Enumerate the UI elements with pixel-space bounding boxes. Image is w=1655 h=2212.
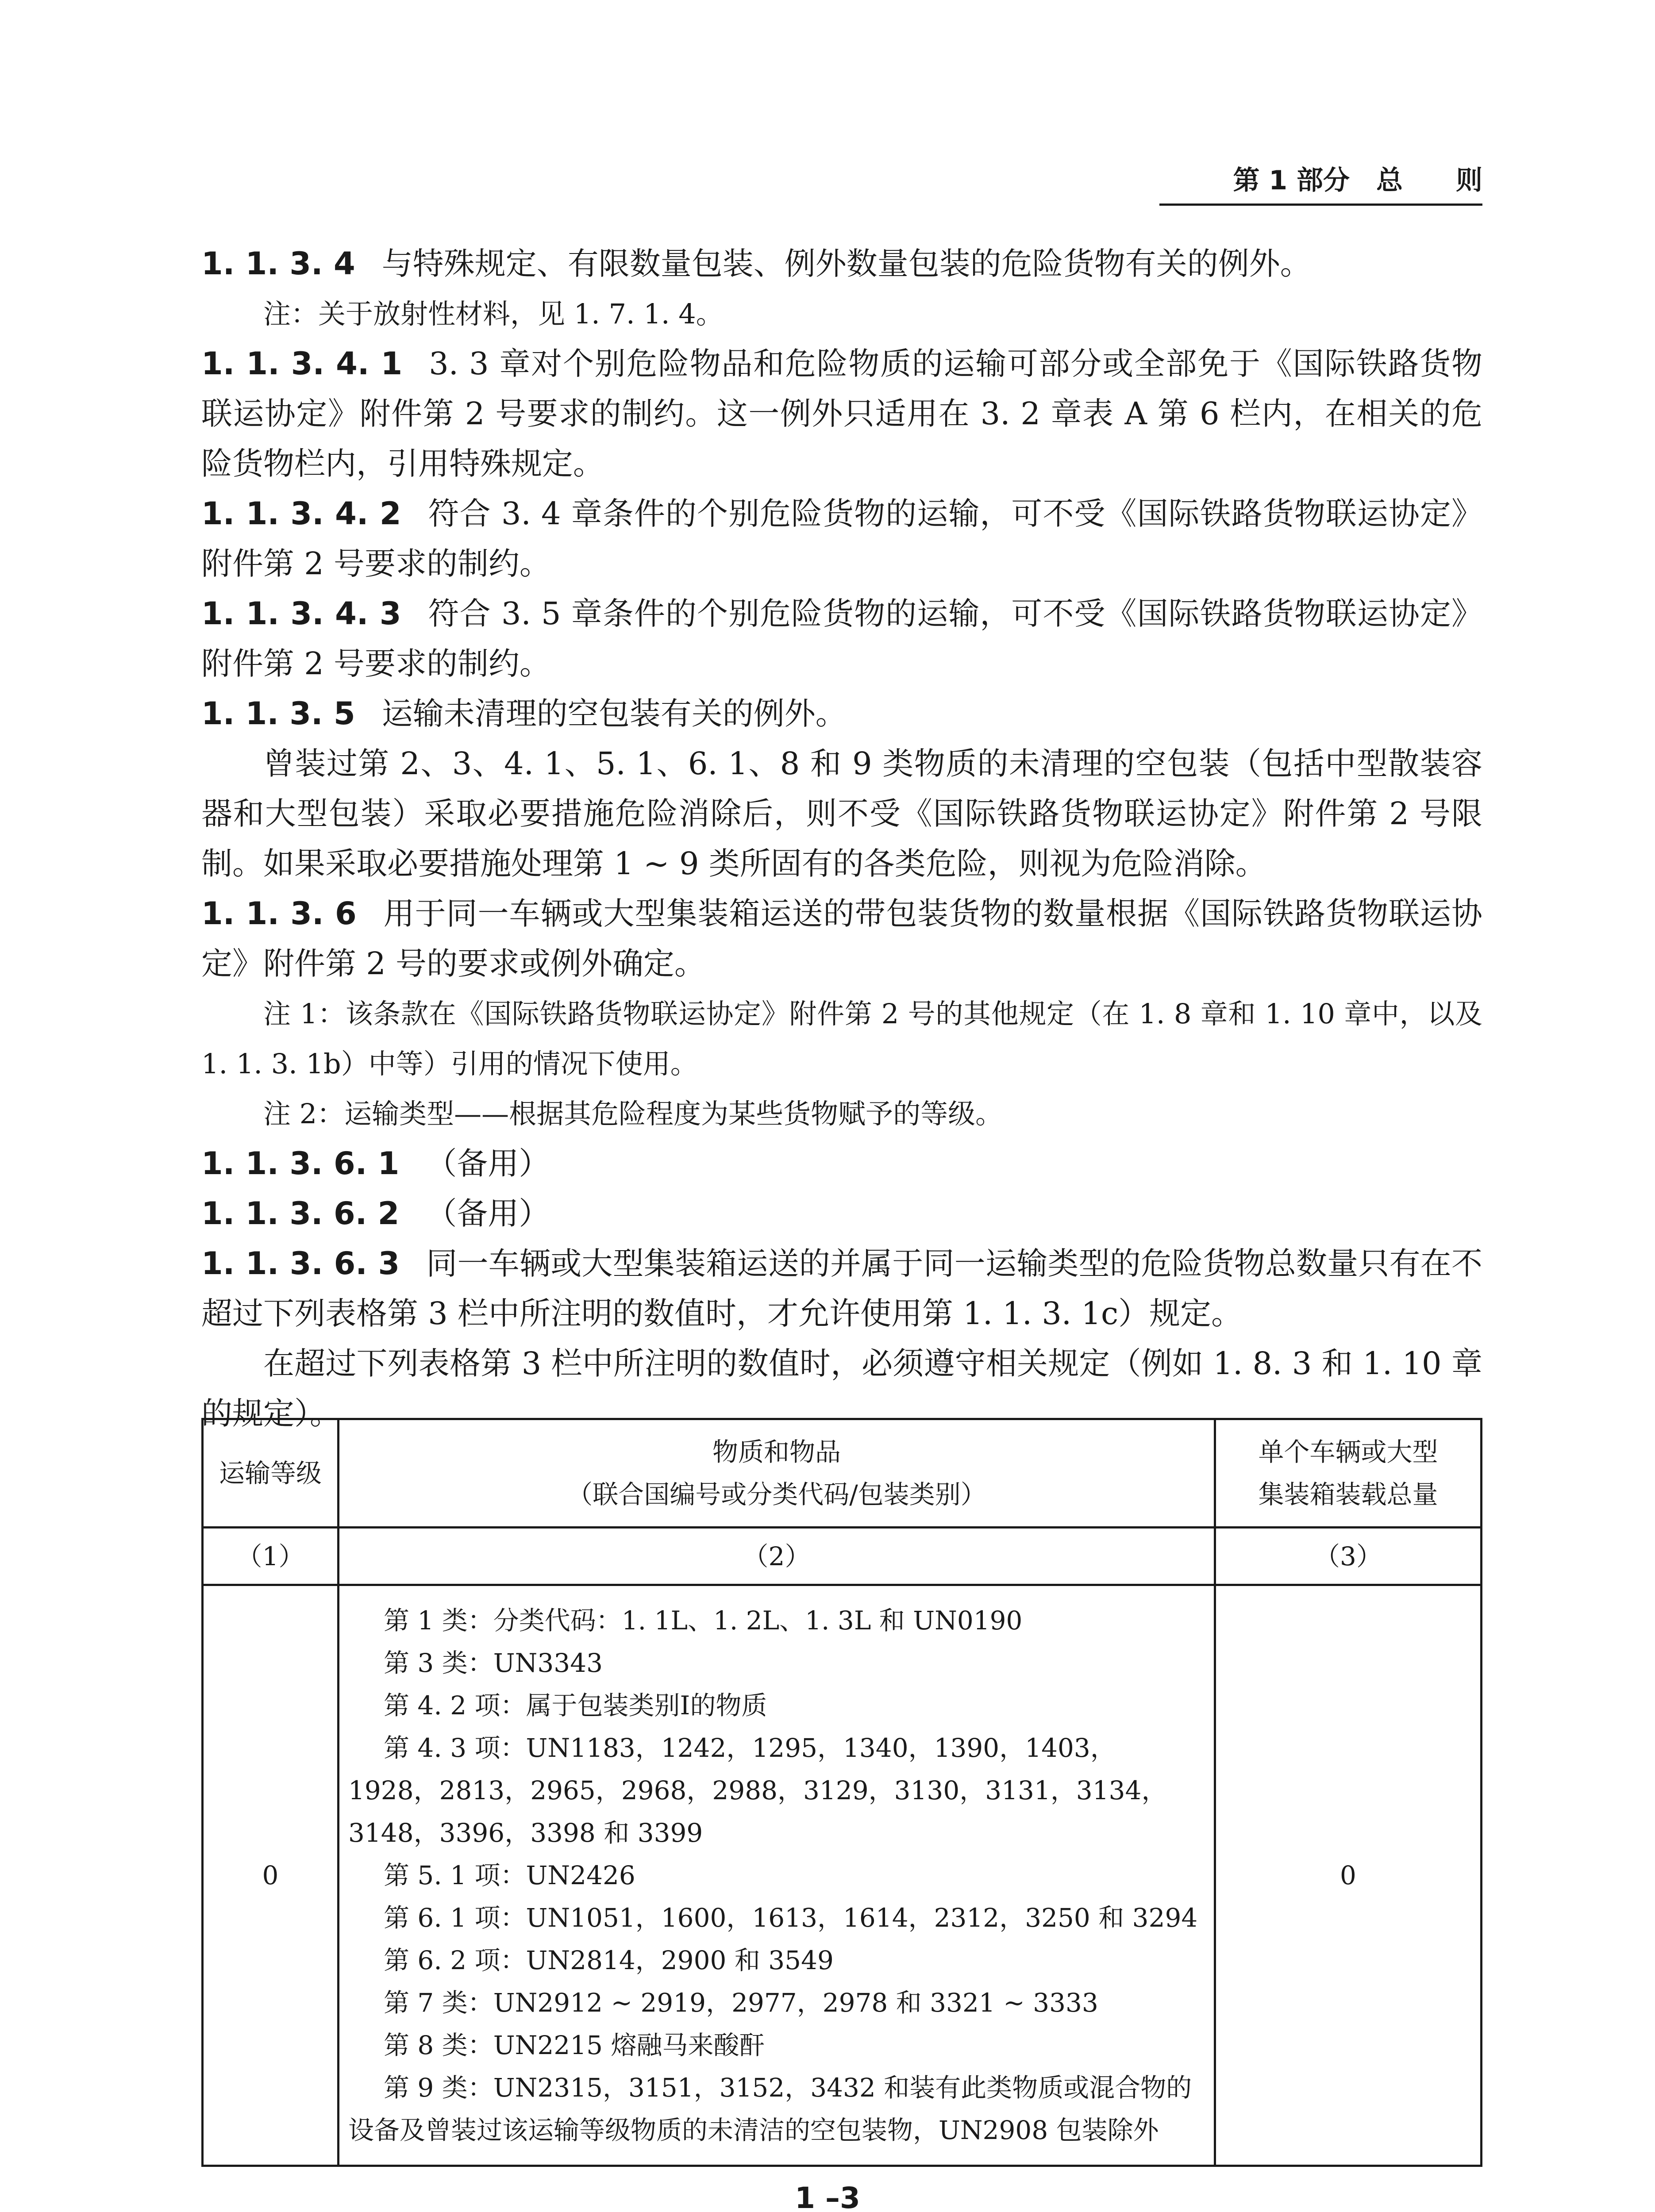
- running-header: 第 1 部分 总 则: [1159, 159, 1482, 206]
- clause-1-1-3-4-3: 1. 1. 3. 4. 3 符合 3. 5 章条件的个别危险货物的运输，可不受《国际铁路货物联运协定》附件第 2 号要求的制约。: [201, 595, 1482, 682]
- table-row: [203, 1585, 1482, 2166]
- paragraph-exceed-values: 在超过下列表格第 3 栏中所注明的数值时，必须遵守相关规定（例如 1. 8. 3 和 1. 10 章的规定）。: [201, 1345, 1482, 1432]
- clause-1-1-3-4-2: 1. 1. 3. 4. 2 符合 3. 4 章条件的个别危险货物的运输，可不受《国际铁路货物联运协定》附件第 2 号要求的制约。: [201, 495, 1482, 582]
- clause-1-1-3-6: 1. 1. 3. 6 用于同一车辆或大型集装箱运送的带包装货物的数量根据《国际铁路货物联运协定》附件第 2 号的要求或例外确定。: [201, 895, 1482, 982]
- header-substances: 物质和物品 （联合国编号或分类代码/包装类别）: [339, 1419, 1215, 1528]
- category-value: 0: [203, 1585, 339, 2166]
- note-1: 注 1：该条款在《国际铁路货物联运协定》附件第 2 号的其他规定（在 1. 8 章和 1. 10 章中，以及 1. 1. 3. 1b）中等）引用的情况下使用。: [201, 998, 1482, 1080]
- col-num-3: （3）: [1215, 1528, 1482, 1585]
- list-item: 第 6. 1 项：UN1051，1600，1613，1614，2312，3250 和 3294: [384, 1903, 1198, 1933]
- page-number: 1 –3: [795, 2181, 860, 2212]
- table-column-number-row: [203, 1528, 1482, 1585]
- list-item: 第 7 类：UN2912 ~ 2919，2977，2978 和 3321 ~ 3333: [384, 1988, 1098, 2018]
- list-item: 第 5. 1 项：UN2426: [384, 1860, 635, 1890]
- col-num-2: （2）: [339, 1528, 1215, 1585]
- note-radioactive: 注：关于放射性材料，见 1. 7. 1. 4。: [263, 298, 724, 330]
- list-item: 第 4. 2 项：属于包装类别Ⅰ的物质: [384, 1690, 767, 1720]
- transport-category-table: [201, 1418, 1482, 2167]
- table-header-row: [203, 1419, 1482, 1528]
- clause-1-1-3-6-1: 1. 1. 3. 6. 1 （备用）: [201, 1145, 550, 1182]
- list-item: 第 9 类：UN2315，3151，3152，3432 和装有此类物质或混合物的设备及曾装过该运输等级物质的未清洁的空包装物，UN2908 包装除外: [348, 2073, 1192, 2145]
- clause-1-1-3-4-1: 1. 1. 3. 4. 1 3. 3 章对个别危险物品和危险物质的运输可部分或全部免于《国际铁路货物联运协定》附件第 2 号要求的制约。这一例外只适用在 3. 2 章表 A 第 6 栏内，在相关的危险货物栏内，引用特殊规定。: [201, 346, 1482, 482]
- substance-list: [339, 1585, 1215, 2166]
- quantity-value: 0: [1215, 1585, 1482, 2166]
- header-max-quantity: 单个车辆或大型 集装箱装载总量: [1215, 1419, 1482, 1528]
- list-item: 第 1 类：分类代码：1. 1L、1. 2L、1. 3L 和 UN0190: [384, 1605, 1023, 1636]
- clause-1-1-3-5: 1. 1. 3. 5 运输未清理的空包装有关的例外。: [201, 695, 847, 732]
- header-transport-category: 运输等级: [203, 1419, 339, 1528]
- list-item: 第 4. 3 项：UN1183，1242，1295，1340，1390，1403，1928，2813，2965，2968，2988，3129，3130，3131，3134，3148，3396，3398 和 3399: [348, 1733, 1167, 1848]
- list-item: 第 8 类：UN2215 熔融马来酸酐: [384, 2030, 765, 2060]
- col-num-1: （1）: [203, 1528, 339, 1585]
- clause-1-1-3-4: 1. 1. 3. 4 与特殊规定、有限数量包装、例外数量包装的危险货物有关的例外。: [201, 246, 1311, 282]
- list-item: 第 6. 2 项：UN2814，2900 和 3549: [384, 1945, 834, 1975]
- list-item: 第 3 类：UN3343: [384, 1648, 603, 1678]
- clause-1-1-3-6-2: 1. 1. 3. 6. 2 （备用）: [201, 1195, 550, 1232]
- paragraph-empty-packaging: 曾装过第 2、3、4. 1、5. 1、6. 1、8 和 9 类物质的未清理的空包装（包括中型散装容器和大型包装）采取必要措施危险消除后，则不受《国际铁路货物联运协定》附件第 2 号限制。如果采取必要措施处理第 1 ~ 9 类所固有的各类危险，则视为危险消除。: [201, 745, 1482, 882]
- body-text: [201, 239, 1482, 1439]
- note-2: 注 2：运输类型——根据其危险程度为某些货物赋予的等级。: [263, 1098, 1003, 1130]
- clause-1-1-3-6-3: 1. 1. 3. 6. 3 同一车辆或大型集装箱运送的并属于同一运输类型的危险货物总数量只有在不超过下列表格第 3 栏中所注明的数值时，才允许使用第 1. 1. 3. 1c）规定。: [201, 1245, 1482, 1332]
